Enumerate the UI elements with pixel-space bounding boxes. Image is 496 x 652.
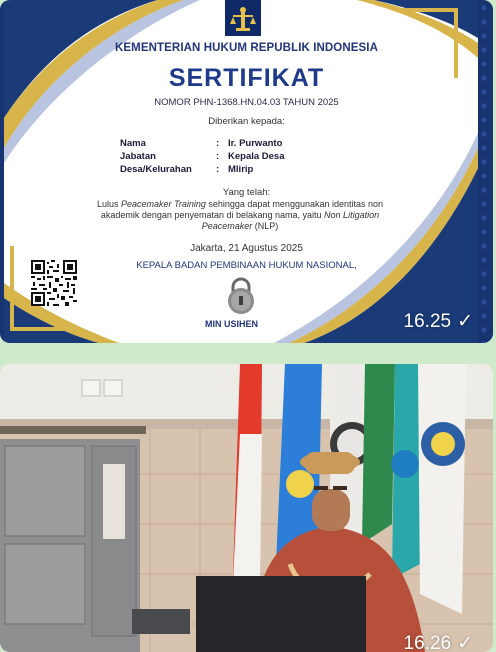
image-message-photo[interactable] [0, 364, 493, 652]
certificate-body [50, 199, 430, 232]
body-italic-text: Peacemaker [201, 221, 253, 231]
message-timestamp [404, 632, 473, 652]
office-photo [0, 364, 493, 652]
body-text: Lulus [96, 199, 121, 209]
certificate-fields [120, 137, 285, 176]
field-value: Kepala Desa [228, 151, 285, 162]
field-row-village [120, 163, 285, 176]
certificate-title: SERTIFIKAT [168, 64, 325, 92]
field-separator: : [216, 138, 220, 149]
field-row-name [120, 137, 285, 150]
check-icon: ✓ [457, 311, 473, 332]
certificate-number: NOMOR PHN-1368.HN.04.03 TAHUN 2025 [154, 97, 339, 108]
field-separator: : [216, 164, 220, 175]
body-text: sehingga dapat menggunakan identitas non [205, 199, 384, 209]
timestamp-text: 16.25 [403, 310, 452, 332]
certificate-signatory-name: MIN USIHEN [205, 319, 259, 329]
message-timestamp [404, 310, 473, 333]
field-value: Ir. Purwanto [228, 138, 283, 149]
certificate-signatory-title: KEPALA BADAN PEMBINAAN HUKUM NASIONAL, [136, 260, 357, 271]
body-italic-text: Peacemaker Training [121, 199, 206, 209]
field-value: Mlirip [228, 164, 254, 175]
check-icon: ✓ [457, 633, 473, 652]
lock-seal-icon [224, 276, 258, 316]
qr-code-icon [31, 260, 77, 306]
field-label: Jabatan [120, 151, 156, 162]
field-separator: : [216, 151, 220, 162]
field-label: Desa/Kelurahan [120, 164, 192, 175]
body-italic-text: Non Litigation [324, 210, 380, 220]
field-row-position [120, 150, 285, 163]
certificate-place-date: Jakarta, 21 Agustus 2025 [190, 243, 303, 254]
certificate-given-to: Diberikan kepada: [208, 116, 285, 127]
certificate-who-has: Yang telah: [222, 187, 271, 198]
field-label: Nama [120, 138, 146, 149]
timestamp-text: 16.26 [403, 632, 452, 652]
ministry-emblem-icon [225, 0, 261, 36]
body-text: (NLP) [252, 221, 279, 231]
certificate-ministry: KEMENTERIAN HUKUM REPUBLIK INDONESIA [115, 42, 378, 54]
body-text: akademik dengan penyematan di belakang nama, yaitu [100, 210, 325, 220]
